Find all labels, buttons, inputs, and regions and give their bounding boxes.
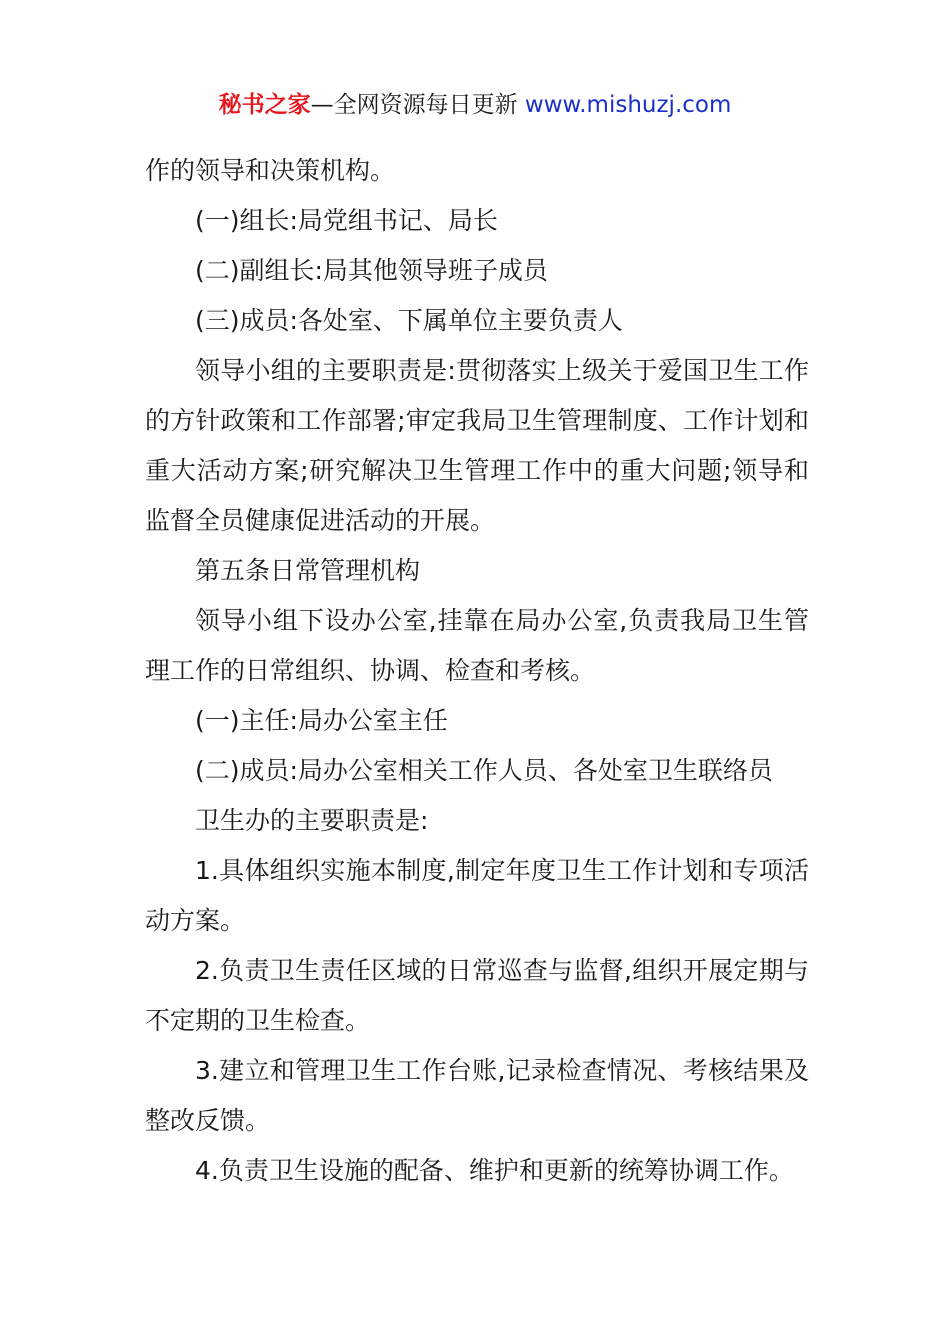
list-item-duty-4: 4.负责卫生设施的配备、维护和更新的统筹协调工作。 (195, 1156, 794, 1185)
list-item-duty-3: 3.建立和管理卫生工作台账,记录检查情况、考核结果及整改反馈。 (145, 1056, 809, 1135)
paragraph-group-leader: (一)组长:局党组书记、局长 (195, 206, 498, 235)
site-tagline: —全网资源每日更新 (310, 92, 525, 118)
site-brand: 秘书之家 (218, 92, 311, 118)
paragraph-leading-group-duties: 领导小组的主要职责是:贯彻落实上级关于爱国卫生工作的方针政策和工作部署;审定我局卫生管理制度、工作计划和重大活动方案;研究解决卫生管理工作中的重大问题;领导和监督全员健康促进活动的开展。 (145, 356, 809, 535)
paragraph-deputy-leader: (二)副组长:局其他领导班子成员 (195, 256, 548, 285)
site-header (0, 88, 950, 122)
paragraph-office-director: (一)主任:局办公室主任 (195, 706, 448, 735)
paragraph-continuation: 作的领导和决策机构。 (145, 156, 396, 185)
list-item-duty-1: 1.具体组织实施本制度,制定年度卫生工作计划和专项活动方案。 (145, 856, 809, 935)
paragraph-article-five-heading: 第五条日常管理机构 (195, 556, 421, 585)
paragraph-members: (三)成员:各处室、下属单位主要负责人 (195, 306, 623, 335)
paragraph-office-setup: 领导小组下设办公室,挂靠在局办公室,负责我局卫生管理工作的日常组织、协调、检查和考核。 (145, 606, 809, 685)
paragraph-office-duties-intro: 卫生办的主要职责是: (195, 806, 429, 835)
list-item-duty-2: 2.负责卫生责任区域的日常巡查与监督,组织开展定期与不定期的卫生检查。 (145, 956, 809, 1035)
site-url-link[interactable]: www.mishuzj.com (524, 92, 732, 118)
paragraph-office-members: (二)成员:局办公室相关工作人员、各处室卫生联络员 (195, 756, 773, 785)
document-body (145, 146, 809, 1196)
